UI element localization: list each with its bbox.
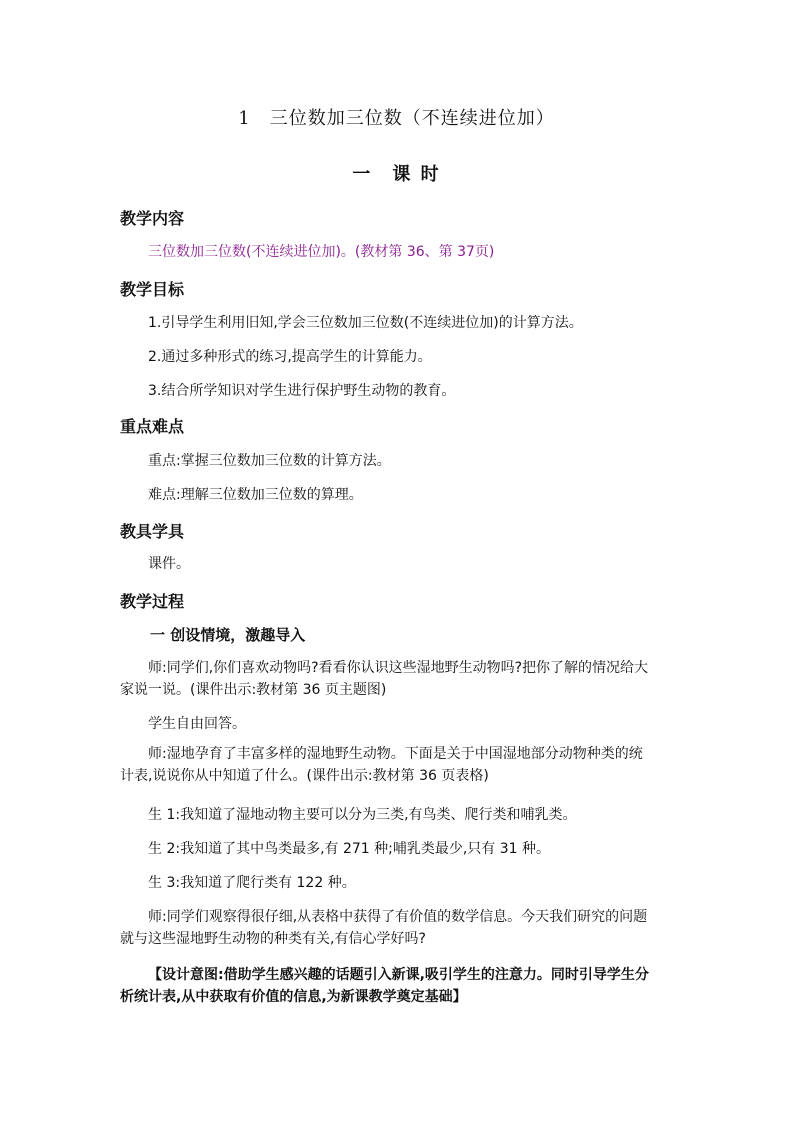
heading-teaching-process: 教学过程 xyxy=(120,592,185,611)
heading-teaching-tools: 教具学具 xyxy=(120,522,185,541)
heading-key-points: 重点难点 xyxy=(120,417,185,436)
teaching-tools-text: 课件。 xyxy=(148,556,190,572)
paragraph-teacher-table: 师:湿地孕育了丰富多样的湿地野生动物。下面是关于中国湿地部分动物种类的统计表,说说你从中知道了什么。(课件出示:教材第 36 页表格) xyxy=(120,746,643,784)
lesson-subtitle: 一 课 时 xyxy=(352,164,441,185)
paragraph-student-3: 生 3:我知道了爬行类有 122 种。 xyxy=(148,875,356,891)
paragraph-student-1: 生 1:我知道了湿地动物主要可以分为三类,有鸟类、爬行类和哺乳类。 xyxy=(148,807,577,823)
paragraph-teacher-summary: 师:同学们观察得很仔细,从表格中获得了有价值的数学信息。今天我们研究的问题就与这些湿地野生动物的种类有关,有信心学好吗? xyxy=(120,909,648,947)
key-point-text: 重点:掌握三位数加三位数的计算方法。 xyxy=(148,453,391,469)
difficult-point-text: 难点:理解三位数加三位数的算理。 xyxy=(148,487,363,503)
paragraph-design-intent: 【设计意图:借助学生感兴趣的话题引入新课,吸引学生的注意力。同时引导学生分析统计表,从中获取有价值的信息,为新课教学奠定基础】 xyxy=(120,967,649,1005)
goal-item-2: 2.通过多种形式的练习,提高学生的计算能力。 xyxy=(148,349,432,365)
lesson-title: 1 三位数加三位数（不连续进位加） xyxy=(238,108,555,129)
heading-teaching-content: 教学内容 xyxy=(120,209,185,228)
goal-item-1: 1.引导学生利用旧知,学会三位数加三位数(不连续进位加)的计算方法。 xyxy=(148,315,583,331)
step-1-heading: 一 创设情境，激趣导入 xyxy=(150,626,306,644)
goal-item-3: 3.结合所学知识对学生进行保护野生动物的教育。 xyxy=(148,383,456,399)
paragraph-teacher-intro: 师:同学们,你们喜欢动物吗?看看你认识这些湿地野生动物吗?把你了解的情况给大家说一说。(课件出示:教材第 36 页主题图) xyxy=(120,660,649,698)
teaching-content-text: 三位数加三位数(不连续进位加)。(教材第 36、第 37页) xyxy=(148,244,495,260)
paragraph-students-answer: 学生自由回答。 xyxy=(148,716,246,732)
heading-teaching-goals: 教学目标 xyxy=(120,280,185,299)
paragraph-student-2: 生 2:我知道了其中鸟类最多,有 271 种;哺乳类最少,只有 31 种。 xyxy=(148,841,551,857)
